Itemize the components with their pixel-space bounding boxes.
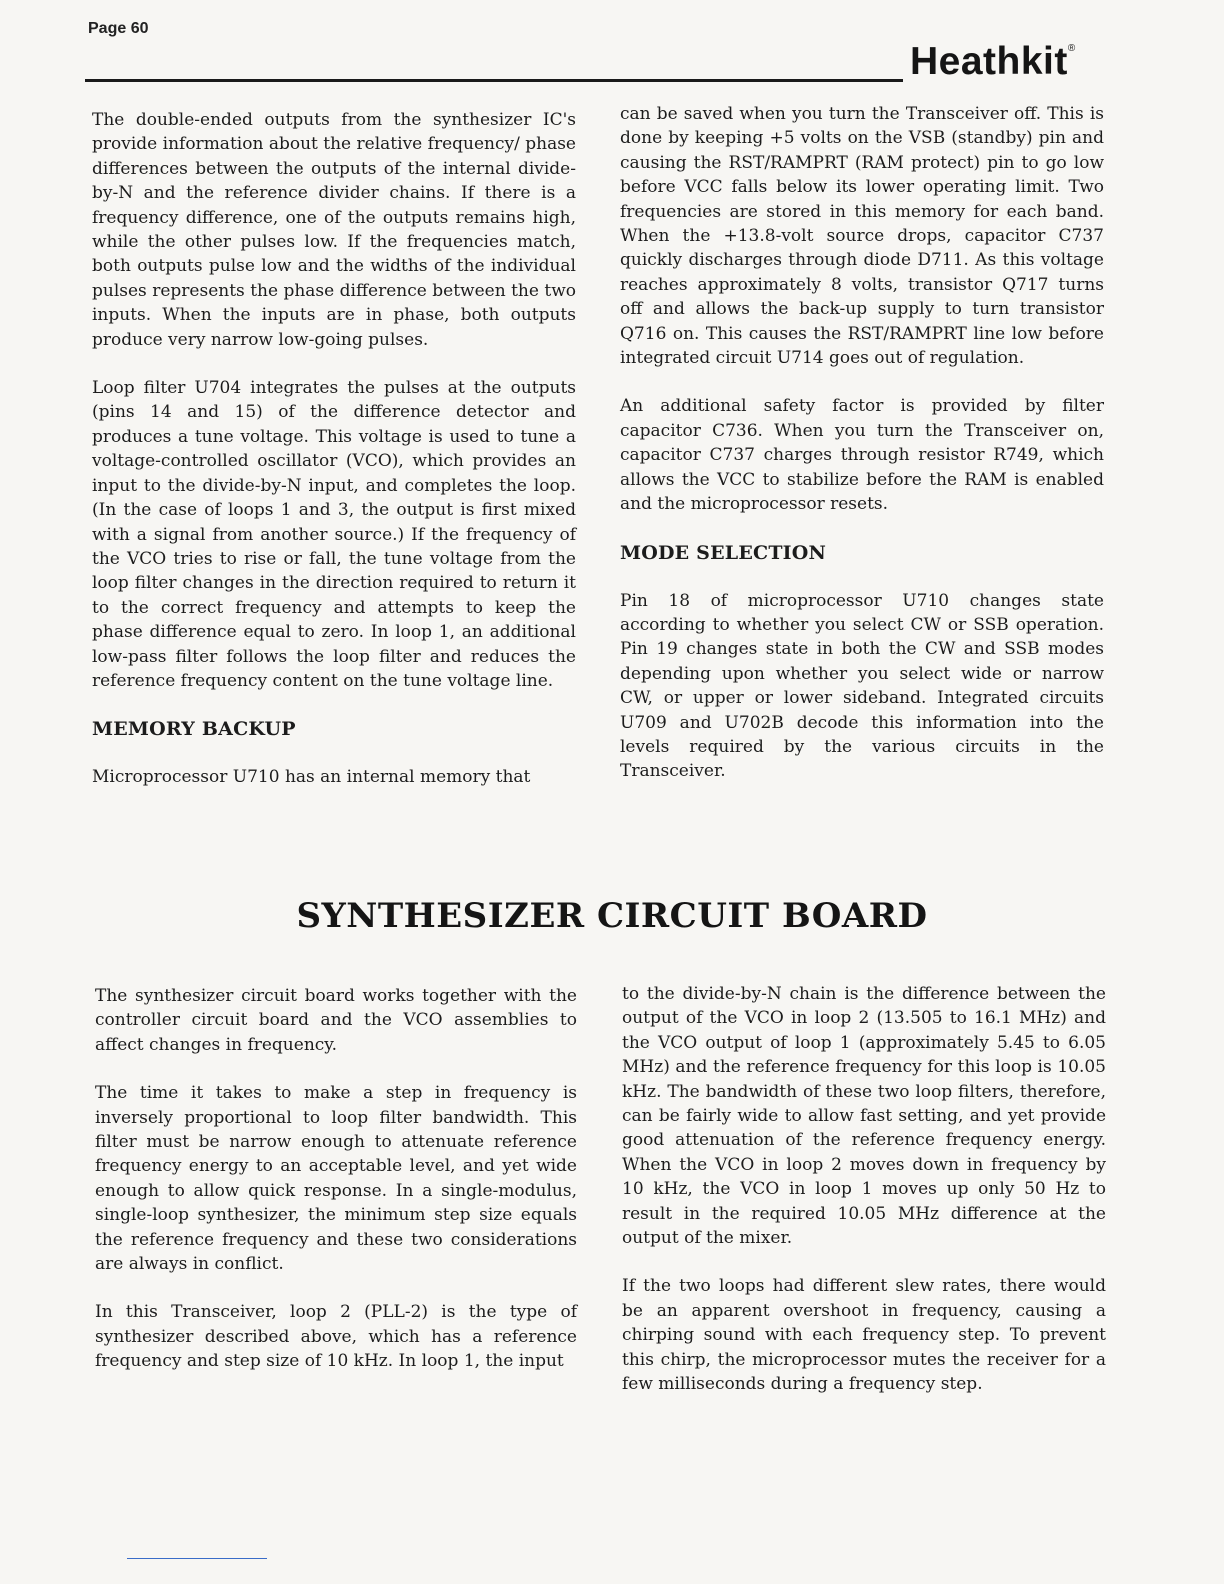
section-heading-mode-selection: MODE SELECTION	[620, 541, 827, 564]
paragraph: Loop filter U704 integrates the pulses at the outputs (pins 14 and 15) of the difference detector and produces a tune voltage. This voltage is used to tune a voltage-controlled oscillator (VCO), which provides an input to the divide-by-N input, and completes the loop. (In the case of loops 1 and 3, the output is first mixed with a signal from another source.) If the frequency of the VCO tries to rise or fall, the tune voltage from the loop filter changes in the direction required to return it to the correct frequency and attempts to keep the phase difference equal to zero. In loop 1, an additional low-pass filter follows the loop filter and reduces the reference frequency content on the tune voltage line.	[92, 378, 576, 691]
column-right-top	[620, 102, 1104, 808]
column-left-top	[92, 108, 576, 814]
page-number: Page 60	[88, 20, 149, 37]
paragraph: The time it takes to make a step in frequency is inversely proportional to loop filter bandwidth. This filter must be narrow enough to attenuate reference frequency energy to an acceptable level, and yet wide enough to allow quick response. In a single-modulus, single-loop synthesizer, the minimum step size equals the reference frequency and these two considerations are always in conflict.	[95, 1083, 577, 1275]
column-left-bottom	[95, 984, 577, 1398]
section-heading-memory-backup: MEMORY BACKUP	[92, 718, 296, 741]
paragraph: can be saved when you turn the Transceiver off. This is done by keeping +5 volts on the VSB (standby) pin and causing the RST/RAMPRT (RAM protect) pin to go low before VCC falls below its lower operating limit. Two frequencies are stored in this memory for each band. When the +13.8-volt source drops, capacitor C737 quickly discharges through diode D711. As this voltage reaches approximately 8 volts, transistor Q717 turns off and allows the back-up supply to turn transistor Q716 on. This causes the RST/RAMPRT line low before integrated circuit U714 goes out of regulation.	[620, 104, 1104, 369]
footer-line	[127, 1558, 267, 1559]
column-right-bottom	[622, 982, 1106, 1421]
brand-name: Heathkit	[910, 40, 1068, 83]
section-title: SYNTHESIZER CIRCUIT BOARD	[296, 896, 928, 936]
paragraph: Pin 18 of microprocessor U710 changes state according to whether you select CW or SSB operation. Pin 19 changes state in both the CW and SSB modes depending upon whether you select wide or narrow CW, or upper or lower sideband. Integrated circuits U709 and U702B decode this information into the levels required by the various circuits in the Transceiver.	[620, 590, 1104, 782]
paragraph: The double-ended outputs from the synthesizer IC's provide information about the relative frequency/ phase differences between the outputs of the internal divide-by-N and the reference divider chains. If there is a frequency difference, one of the outputs remains high, while the other pulses low. If the frequencies match, both outputs pulse low and the widths of the individual pulses represents the phase difference between the two inputs. When the inputs are in phase, both outputs produce very narrow low-going pulses.	[92, 110, 576, 350]
brand-logo	[910, 42, 1076, 81]
paragraph: The synthesizer circuit board works together with the controller circuit board and the VCO assemblies to affect changes in frequency.	[95, 986, 577, 1055]
paragraph: An additional safety factor is provided by filter capacitor C736. When you turn the Transceiver on, capacitor C737 charges through resistor R749, which allows the VCC to stabilize before the RAM is enabled and the microprocessor resets.	[620, 396, 1104, 515]
registered-mark: ®	[1067, 43, 1076, 54]
header-rule	[85, 79, 903, 82]
paragraph: In this Transceiver, loop 2 (PLL-2) is the type of synthesizer described above, which has a reference frequency and step size of 10 kHz. In loop 1, the input	[95, 1302, 577, 1372]
paragraph: to the divide-by-N chain is the difference between the output of the VCO in loop 2 (13.505 to 16.1 MHz) and the VCO output of loop 1 (approximately 5.45 to 6.05 MHz) and the reference frequency for this loop is 10.05 kHz. The bandwidth of these two loop filters, therefore, can be fairly wide to allow fast setting, and yet provide good attenuation of the reference frequency energy. When the VCO in loop 2 moves down in frequency by 10 kHz, the VCO in loop 1 moves up only 50 Hz to result in the required 10.05 MHz difference at the output of the mixer.	[622, 984, 1106, 1249]
paragraph: If the two loops had different slew rates, there would be an apparent overshoot in frequency, causing a chirping sound with each frequency step. To prevent this chirp, the microprocessor mutes the receiver for a few milliseconds during a frequency step.	[622, 1276, 1106, 1395]
paragraph: Microprocessor U710 has an internal memory that	[92, 767, 531, 788]
